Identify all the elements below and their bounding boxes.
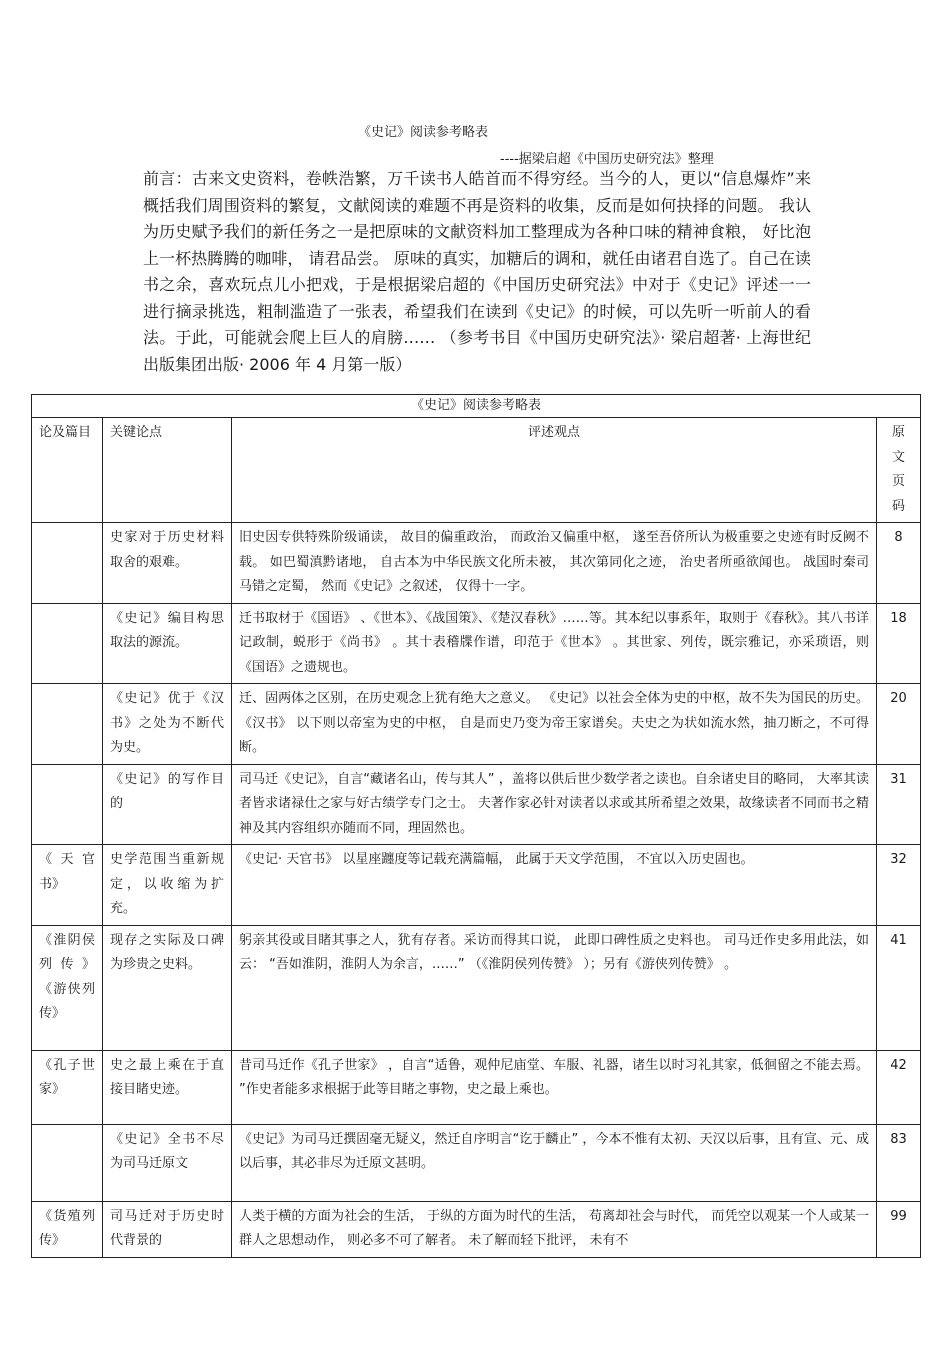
reference-table [31, 394, 921, 1258]
row-page: 18 [877, 603, 921, 684]
table-row [32, 845, 921, 926]
document-title: 《史记》阅读参考略表 [358, 125, 489, 140]
document-subtitle: ----据梁启超《中国历史研究法》整理 [500, 152, 714, 167]
table-row [32, 1124, 921, 1201]
row-chapter: 《货殖列传》 [32, 1201, 103, 1257]
row-opinion: 昔司马迁作《孔子世家》 ，自言“适鲁，观仲尼庙堂、车服、礼器，诸生以时习礼其家，低徊留之不能去焉。 ”作史者能多求根据于此等目睹之事物，史之最上乘也。 [232, 1050, 877, 1124]
row-opinion: 人类于横的方面为社会的生活， 于纵的方面为时代的生活， 苟离却社会与时代， 而凭空以观某一个人或某一群人之思想动作， 则必多不可了解者。 未了解而轻下批评， 未有不 [232, 1201, 877, 1257]
row-opinion: 躬亲其役或目睹其事之人，犹有存者。采访而得其口说， 此即口碑性质之史料也。 司马迁作史多用此法，如云： “吾如淮阴，淮阴人为余言，……” （《淮阴侯列传赞》 ）；另有《游侠列传赞》 。 [232, 925, 877, 1050]
row-point: 史家对于历史材料取舍的艰难。 [103, 523, 232, 604]
preface-paragraph: 前言：古来文史资料，卷帙浩繁，万千读书人皓首而不得穷经。当今的人，更以“信息爆炸”来概括我们周围资料的繁复，文献阅读的难题不再是资料的收集，反而是如何抉择的问题。 我认为历史赋予我们的新任务之一是把原味的文献资料加工整理成为各种口味的精神食粮， 好比泡上一杯热腾腾的咖啡， 请君品尝。 原味的真实，加糖后的调和，就任由诸君自选了。自己在读书之余，喜欢玩点儿小把戏，于是根据梁启超的《中国历史研究法》中对于《史记》评述一一进行摘录挑选，粗制滥造了一张表，希望我们在读到《史记》的时候，可以先听一听前人的看法。于此，可能就会爬上巨人的肩膀…… （参考书目《中国历史研究法》· 梁启超著· 上海世纪出版集团出版· 2006 年 4 月第一版） [143, 169, 811, 374]
row-page: 8 [877, 523, 921, 604]
row-chapter: 《天官书》 [32, 845, 103, 926]
row-chapter: 《淮阴侯列传》《游侠列传》 [32, 925, 103, 1050]
row-page: 32 [877, 845, 921, 926]
row-point: 史学范围当重新规定，以收缩为扩充。 [103, 845, 232, 926]
row-point: 司马迁对于历史时代背景的 [103, 1201, 232, 1257]
row-opinion: 司马迁《史记》，自言“藏诸名山，传与其人” ，盖将以供后世少数学者之读也。自余诸史目的略同， 大率其读者皆求诸禄仕之家与好古绩学专门之士。 夫著作家必针对读者以求或其所希望之效果，故缘读者不同而书之精神及其内容组织亦随而不同，理固然也。 [232, 764, 877, 845]
table-header-row [32, 418, 921, 523]
table-row [32, 684, 921, 765]
row-point: 《史记》优于《汉书》之处为不断代为史。 [103, 684, 232, 765]
table-row [32, 1050, 921, 1124]
row-point: 现存之实际及口碑为珍贵之史料。 [103, 925, 232, 1050]
table-row [32, 523, 921, 604]
table-caption: 《史记》阅读参考略表 [32, 395, 921, 418]
row-page: 83 [877, 1124, 921, 1201]
table-row [32, 1201, 921, 1257]
row-page: 31 [877, 764, 921, 845]
row-point: 《史记》全书不尽为司马迁原文 [103, 1124, 232, 1201]
row-point: 《史记》的写作目的 [103, 764, 232, 845]
row-chapter [32, 684, 103, 765]
row-opinion: 《史记》为司马迁撰固毫无疑义，然迁自序明言“讫于麟止” ，今本不惟有太初、天汉以后事，且有宣、元、成以后事，其必非尽为迁原文甚明。 [232, 1124, 877, 1201]
row-point: 史之最上乘在于直接目睹史迹。 [103, 1050, 232, 1124]
row-chapter: 《孔子世家》 [32, 1050, 103, 1124]
row-chapter [32, 523, 103, 604]
row-opinion: 《史记· 天官书》 以星座躔度等记载充满篇幅， 此属于天文学范围， 不宜以入历史固也。 [232, 845, 877, 926]
row-opinion: 旧史因专供特殊阶级诵读， 故目的偏重政治， 而政治又偏重中枢， 遂至吾侪所认为极重要之史迹有时反阙不载。 如巴蜀滇黔诸地， 自古本为中华民族文化所未被， 其次第同化之迹， 治史者所亟欲闻也。 战国时秦司马错之定蜀， 然而《史记》之叙述， 仅得十一字。 [232, 523, 877, 604]
row-chapter [32, 764, 103, 845]
header-chapter: 论及篇目 [32, 418, 103, 523]
header-point: 关键论点 [103, 418, 232, 523]
row-page: 99 [877, 1201, 921, 1257]
row-page: 20 [877, 684, 921, 765]
row-page: 41 [877, 925, 921, 1050]
header-page: 原文页码 [877, 418, 921, 523]
row-opinion: 迁书取材于《国语》 、《世本》、《战国策》、《楚汉春秋》……等。其本纪以事系年，取则于《春秋》。其八书详记政制，蜕形于《尚书》 。其十表稽牒作谱，印范于《世本》 。其世家、列传，既宗雅记，亦采琐语，则《国语》之遗规也。 [232, 603, 877, 684]
table-row [32, 764, 921, 845]
row-point: 《史记》编目构思取法的源流。 [103, 603, 232, 684]
row-page: 42 [877, 1050, 921, 1124]
table-row [32, 603, 921, 684]
row-chapter [32, 603, 103, 684]
row-opinion: 迁、固两体之区别，在历史观念上犹有绝大之意义。 《史记》以社会全体为史的中枢，故不失为国民的历史。 《汉书》 以下则以帝室为史的中枢， 自是而史乃变为帝王家谱矣。夫史之为状如流水然，抽刀断之，不可得断。 [232, 684, 877, 765]
header-opinion: 评述观点 [232, 418, 877, 523]
table-caption-row [32, 395, 921, 418]
row-chapter [32, 1124, 103, 1201]
table-row [32, 925, 921, 1050]
